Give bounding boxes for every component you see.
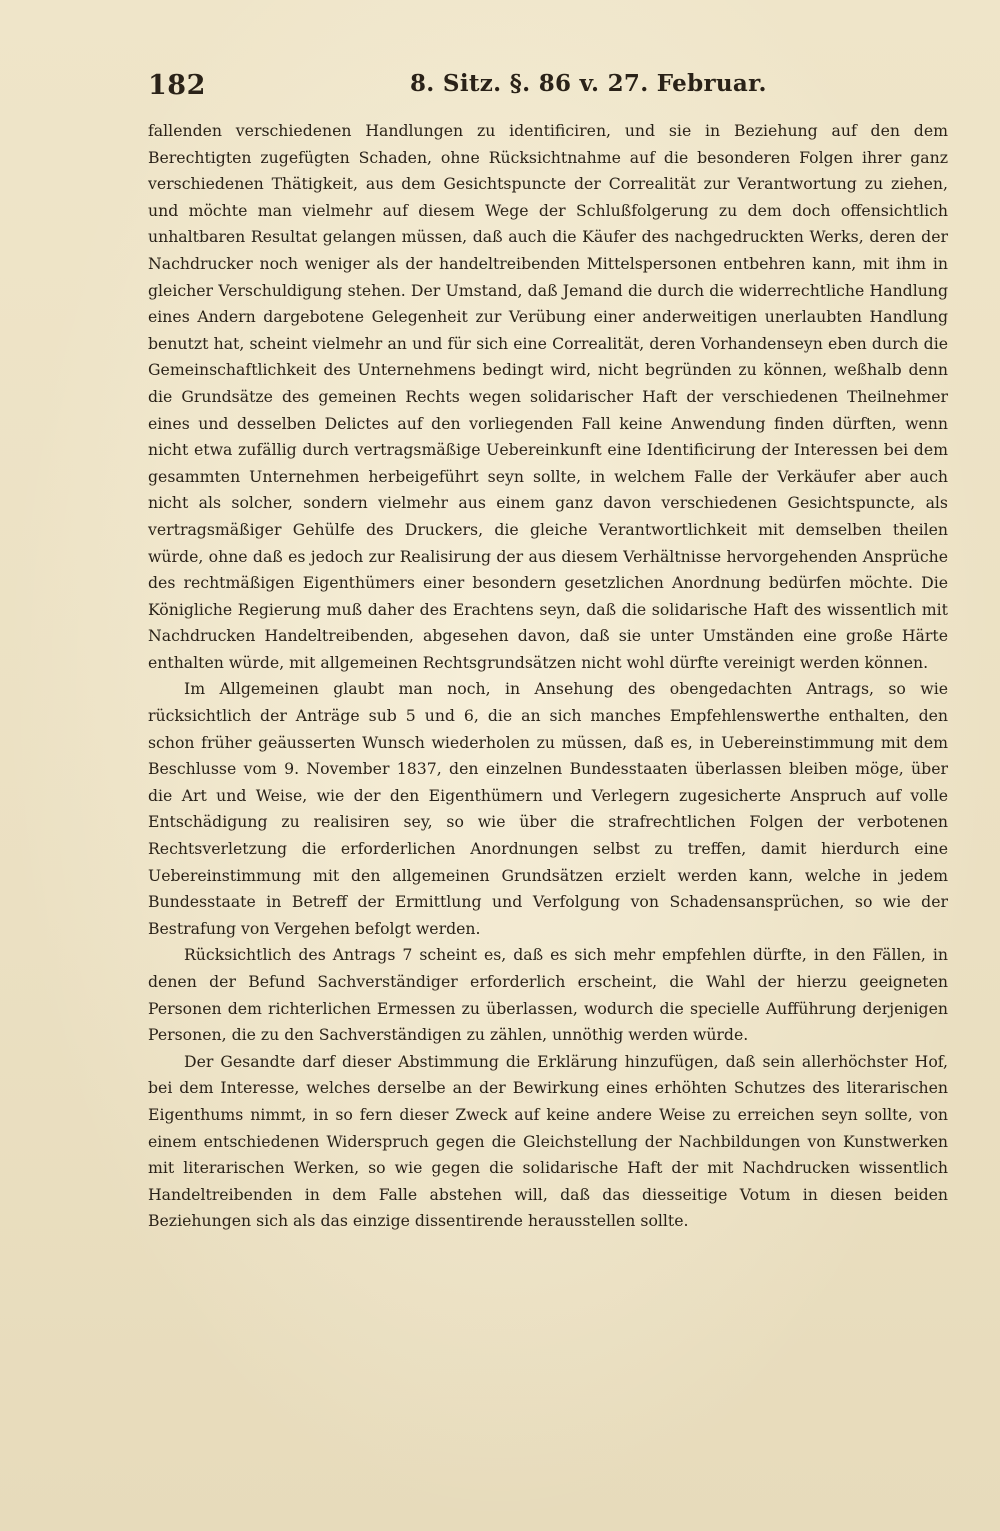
paragraph-4: Der Gesandte darf dieser Abstimmung die Erklärung hinzufügen, daß sein allerhöchster Hof, bei dem Interesse, welches derselbe an der Bewirkung eines erhöhten Schutzes des literarischen Eigenthums nimmt, in so fern dieser Zweck auf keine andere Weise zu erreichen seyn sollte, von einem entschiedenen Widerspruch gegen die Gleichstellung der Nachbildungen von Kunstwerken mit literarischen Werken, so wie gegen die solidarische Haft der mit Nachdrucken wissentlich Handeltreibenden in dem Falle abstehen will, daß das diesseitige Votum in diesen beiden Beziehungen sich als das einzige dissentirende herausstellen sollte.: [148, 1051, 948, 1231]
paragraph-2: Im Allgemeinen glaubt man noch, in Ansehung des obengedachten Antrags, so wie rücksichtlich der Anträge sub 5 und 6, die an sich manches Empfehlenswerthe enthalten, den schon früher geäusserten Wunsch wiederholen zu müssen, daß es, in Uebereinstimmung mit dem Beschlusse vom 9. November 1837, den einzelnen Bundesstaaten überlassen bleiben möge, über die Art und Weise, wie der den Eigenthümern und Verlegern zugesicherte Anspruch auf volle Entschädigung zu realisiren sey, so wie über die strafrechtlichen Folgen der verbotenen Rechtsverletzung die erforderlichen Anordnungen selbst zu treffen, damit hierdurch eine Uebereinstimmung mit den allgemeinen Grundsätzen erzielt werden kann, welche in jedem Bundesstaate in Betreff der Ermittlung und Verfolgung von Schadensansprüchen, so wie der Bestrafung von Vergehen befolgt werden.: [148, 679, 948, 938]
paragraph-1: fallenden verschiedenen Handlungen zu identificiren, und sie in Beziehung auf den dem Berechtigten zugefügten Schaden, ohne Rücksichtnahme auf die besonderen Folgen ihrer ganz verschiedenen Thätigkeit, aus dem Gesichtspuncte der Correalität zur Verantwortung zu ziehen, und möchte man vielmehr auf diesem Wege der Schlußfolgerung zu dem doch offensichtlich unhaltbaren Resultat gelangen müssen, daß auch die Käufer des nachgedruckten Werks, deren der Nachdrucker noch weniger als der handeltreibenden Mittelspersonen entbehren kann, mit ihm in gleicher Verschuldigung stehen. Der Umstand, daß Jemand die durch die widerrechtliche Handlung eines Andern dargebotene Gelegenheit zur Verübung einer anderweitigen unerlaubten Handlung benutzt hat, scheint vielmehr an und für sich eine Correalität, deren Vorhandenseyn eben durch die Gemeinschaftlichkeit des Unternehmens bedingt wird, nicht begründen zu können, weßhalb denn die Grundsätze des gemeinen Rechts wegen solidarischer Haft der verschiedenen Theilnehmer eines und desselben Delictes auf den vorliegenden Fall keine Anwendung finden dürften, wenn nicht etwa zufällig durch vertragsmäßige Uebereinkunft eine Identificirung der Interessen bei dem gesammten Unternehmen herbeigeführt seyn sollte, in welchem Falle der Verkäufer aber auch nicht als solcher, sondern vielmehr aus einem ganz davon verschiedenen Gesichtspuncte, als vertragsmäßiger Gehülfe des Druckers, die gleiche Verantwortlichkeit mit demselben theilen würde, ohne daß es jedoch zur Realisirung der aus diesem Verhältnisse hervorgehenden Ansprüche des rechtmäßigen Eigenthümers einer besondern gesetzlichen Anordnung bedürfen möchte. Die Königliche Regierung muß daher des Erachtens seyn, daß die solidarische Haft des wissentlich mit Nachdrucken Handeltreibenden, abgesehen davon, daß sie unter Umständen eine große Härte enthalten würde, mit allgemeinen Rechtsgrundsätzen nicht wohl dürfte vereinigt werden können.: [148, 121, 948, 672]
body-text: [148, 118, 948, 1235]
page-number: 182: [148, 70, 206, 101]
page-header: [148, 66, 948, 106]
paragraph-3: Rücksichtlich des Antrags 7 scheint es, daß es sich mehr empfehlen dürfte, in den Fällen, in denen der Befund Sachverständiger erforderlich erscheint, die Wahl der hierzu geeigneten Personen dem richterlichen Ermessen zu überlassen, wodurch die specielle Aufführung derjenigen Personen, die zu den Sachverständigen zu zählen, unnöthig werden würde.: [148, 945, 948, 1045]
running-title: 8. Sitz. §. 86 v. 27. Februar.: [410, 70, 767, 97]
